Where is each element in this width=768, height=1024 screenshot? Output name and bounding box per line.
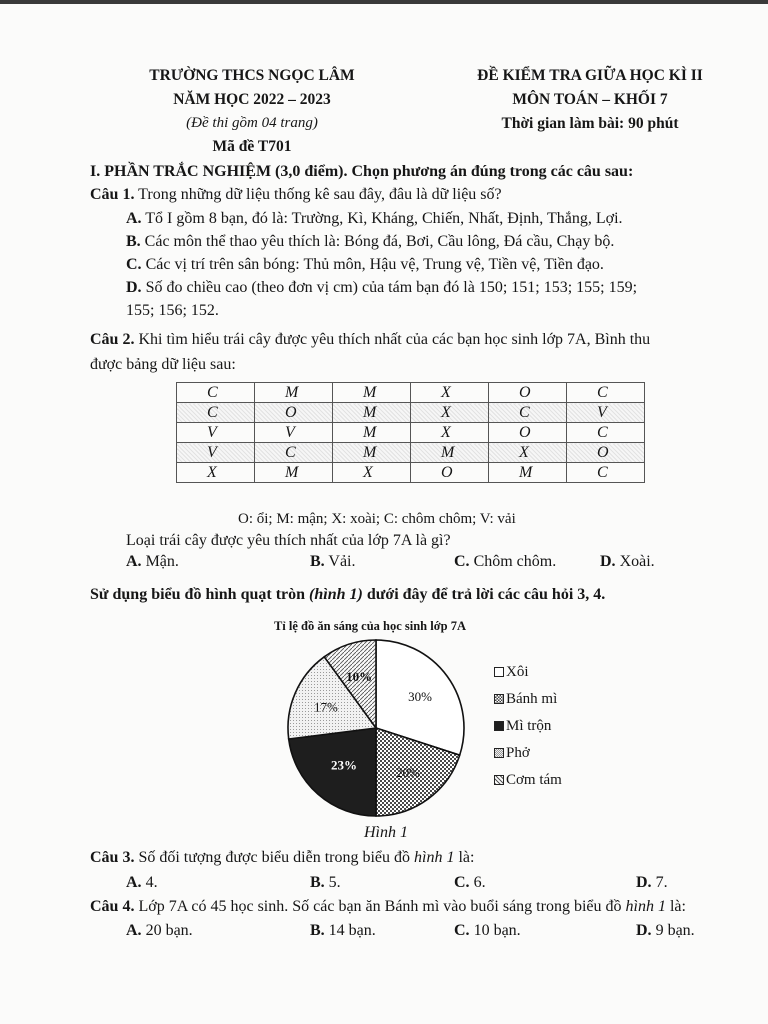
exam-time: Thời gian làm bài: 90 phút — [501, 115, 679, 132]
question-label: Câu 1. — [90, 186, 135, 203]
question-text-end: là: — [669, 898, 686, 915]
section-heading — [90, 163, 633, 181]
exam-title: ĐỀ KIỂM TRA GIỮA HỌC KÌ II — [477, 67, 703, 84]
q2-option-b — [310, 553, 356, 571]
legend-label: Phở — [506, 745, 530, 761]
table-cell: M — [333, 383, 411, 403]
pie-data-label: 17% — [313, 699, 338, 715]
legend-swatch — [494, 694, 504, 704]
option-key: D. — [636, 922, 652, 939]
legend-item — [494, 745, 530, 762]
q1-option-b — [126, 233, 614, 251]
option-text: Xoài. — [619, 553, 655, 570]
pie-data-label: 23% — [331, 757, 357, 773]
option-key: C. — [454, 874, 470, 891]
legend-item — [494, 664, 529, 681]
school-name: TRƯỜNG THCS NGỌC LÂM — [149, 67, 355, 84]
table-row — [177, 383, 645, 403]
q1-option-d — [126, 279, 637, 297]
q2-option-a — [126, 553, 179, 571]
instruction-text: Sử dụng biểu đồ hình quạt tròn — [90, 586, 306, 603]
question-4 — [90, 898, 686, 916]
exam-code: Mã đề T701 — [212, 138, 292, 155]
table-cell: M — [333, 443, 411, 463]
q4-option-c — [454, 922, 521, 940]
q3-option-c — [454, 874, 486, 892]
option-key: A. — [126, 922, 142, 939]
legend-item — [494, 772, 562, 789]
option-key: D. — [636, 874, 652, 891]
option-text: Chôm chôm. — [473, 553, 557, 570]
option-key: B. — [310, 874, 325, 891]
table-cell: C — [567, 423, 645, 443]
table-cell: M — [489, 463, 567, 483]
question-text: Lớp 7A có 45 học sinh. Số các bạn ăn Bánh mì vào buổi sáng trong biểu đồ — [138, 898, 622, 915]
q2-option-c — [454, 553, 556, 571]
option-key: D. — [126, 279, 142, 296]
table-cell: X — [411, 383, 489, 403]
table-cell: O — [489, 423, 567, 443]
table-cell: X — [489, 443, 567, 463]
legend-swatch — [494, 721, 504, 731]
school-year: NĂM HỌC 2022 – 2023 — [173, 91, 331, 108]
legend-label: Cơm tám — [506, 772, 562, 788]
table-row — [177, 443, 645, 463]
question-text: Số đối tượng được biểu diễn trong biểu đồ — [138, 849, 411, 866]
option-key: B. — [310, 553, 325, 570]
option-key: B. — [310, 922, 325, 939]
table-cell: C — [567, 463, 645, 483]
option-key: D. — [600, 553, 616, 570]
option-text: 6. — [473, 874, 486, 891]
table-cell: V — [177, 423, 255, 443]
pie-data-label: 30% — [408, 688, 433, 704]
option-text: 14 bạn. — [328, 922, 376, 939]
q4-option-d — [636, 922, 695, 940]
table-cell: C — [255, 443, 333, 463]
table-row — [177, 463, 645, 483]
table-cell: M — [333, 423, 411, 443]
option-text: Số đo chiều cao (theo đơn vị cm) của tám bạn đó là 150; 151; 153; 155; 159; — [145, 279, 638, 296]
page-count: (Đề thi gồm 04 trang) — [186, 115, 318, 131]
q3-option-b — [310, 874, 341, 892]
option-text: Vải. — [328, 553, 356, 570]
q2-option-d — [600, 553, 655, 571]
table-cell: O — [411, 463, 489, 483]
legend-item — [494, 718, 551, 735]
instruction-ref: (hình 1) — [309, 586, 363, 603]
table-cell: C — [177, 403, 255, 423]
figure-caption: Hình 1 — [364, 824, 408, 841]
option-text: Tổ I gồm 8 bạn, đó là: Trường, Kì, Kháng, Chiến, Nhất, Định, Thắng, Lợi. — [145, 210, 623, 227]
legend-label: Xôi — [506, 664, 529, 680]
question-2-line2: được bảng dữ liệu sau: — [90, 356, 236, 373]
question-text-end: là: — [458, 849, 475, 866]
option-key: C. — [454, 553, 470, 570]
breakfast-pie-chart — [284, 636, 468, 820]
table-cell: C — [489, 403, 567, 423]
question-text: Trong những dữ liệu thống kê sau đây, đâu là dữ liệu số? — [138, 186, 502, 203]
option-key: C. — [126, 256, 142, 273]
question-ref: hình 1 — [625, 898, 666, 915]
table-cell: M — [333, 403, 411, 423]
table-cell: O — [567, 443, 645, 463]
question-label: Câu 3. — [90, 849, 135, 866]
chart-instruction — [90, 586, 605, 604]
option-text: 10 bạn. — [473, 922, 521, 939]
q4-option-a — [126, 922, 193, 940]
option-text: 4. — [145, 874, 158, 891]
section-instruction: Chọn phương án đúng trong các câu sau: — [351, 163, 634, 180]
table-cell: V — [567, 403, 645, 423]
table-cell: O — [489, 383, 567, 403]
legend-swatch — [494, 667, 504, 677]
question-1 — [90, 186, 502, 204]
option-text: 7. — [655, 874, 668, 891]
option-key: A. — [126, 553, 142, 570]
exam-subject: MÔN TOÁN – KHỐI 7 — [512, 91, 668, 108]
option-key: A. — [126, 874, 142, 891]
question-label: Câu 4. — [90, 898, 135, 915]
table-cell: O — [255, 403, 333, 423]
option-text: 5. — [328, 874, 341, 891]
table-cell: M — [255, 463, 333, 483]
table-cell: C — [177, 383, 255, 403]
option-key: A. — [126, 210, 142, 227]
legend-label: Mì trộn — [506, 718, 552, 734]
fruit-data-table — [176, 382, 645, 483]
legend-label: Bánh mì — [506, 691, 558, 707]
q4-option-b — [310, 922, 376, 940]
option-text: 20 bạn. — [145, 922, 193, 939]
table-cell: X — [411, 423, 489, 443]
question-text: Khi tìm hiểu trái cây được yêu thích nhất của các bạn học sinh lớp 7A, Bình thu — [138, 331, 651, 348]
pie-data-label: 10% — [346, 669, 373, 685]
section-title: I. PHẦN TRẮC NGHIỆM (3,0 điểm). — [90, 163, 348, 180]
q3-option-d — [636, 874, 668, 892]
question-2 — [90, 331, 650, 349]
table-cell: X — [177, 463, 255, 483]
question-3 — [90, 849, 474, 867]
chart-title: Tỉ lệ đồ ăn sáng của học sinh lớp 7A — [273, 619, 467, 633]
scan-top-border — [0, 0, 768, 4]
q1-option-a — [126, 210, 623, 228]
table-cell: M — [411, 443, 489, 463]
table-cell: M — [255, 383, 333, 403]
instruction-text: dưới đây để trả lời các câu hỏi 3, 4. — [366, 586, 606, 603]
question-2-prompt: Loại trái cây được yêu thích nhất của lớp 7A là gì? — [126, 532, 451, 549]
fruit-key-legend: O: ổi; M: mận; X: xoài; C: chôm chôm; V: vải — [238, 511, 516, 527]
q3-option-a — [126, 874, 158, 892]
table-cell: C — [567, 383, 645, 403]
legend-item — [494, 691, 557, 708]
legend-swatch — [494, 775, 504, 785]
table-cell: V — [255, 423, 333, 443]
table-cell: X — [333, 463, 411, 483]
option-text: Các môn thể thao yêu thích là: Bóng đá, Bơi, Cầu lông, Đá cầu, Chạy bộ. — [144, 233, 615, 250]
table-cell: X — [411, 403, 489, 423]
table-row — [177, 423, 645, 443]
table-cell: V — [177, 443, 255, 463]
option-text: Các vị trí trên sân bóng: Thủ môn, Hậu vệ, Trung vệ, Tiền vệ, Tiền đạo. — [145, 256, 604, 273]
question-ref: hình 1 — [414, 849, 455, 866]
option-key: B. — [126, 233, 141, 250]
legend-swatch — [494, 748, 504, 758]
q1-option-d-continued: 155; 156; 152. — [126, 302, 219, 319]
q1-option-c — [126, 256, 604, 274]
pie-data-label: 20% — [396, 765, 421, 781]
option-text: 9 bạn. — [655, 922, 695, 939]
option-text: Mận. — [145, 553, 179, 570]
table-row — [177, 403, 645, 423]
option-key: C. — [454, 922, 470, 939]
question-label: Câu 2. — [90, 331, 135, 348]
